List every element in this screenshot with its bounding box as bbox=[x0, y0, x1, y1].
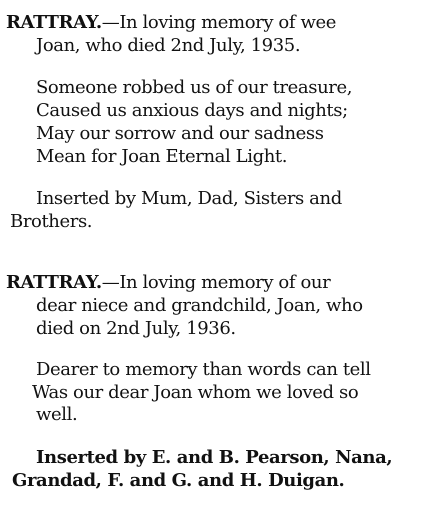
notice-2-opening-line-1: —In loving memory of our bbox=[101, 272, 331, 293]
notice-1-verse-line-1: Someone robbed us of our treasure, bbox=[36, 77, 353, 98]
notice-2-verse-line-1: Dearer to memory than words can tell bbox=[36, 359, 371, 380]
notice-2-opening-line-2: dear niece and grandchild, Joan, who bbox=[36, 295, 363, 316]
notice-1-opening-line-2: Joan, who died 2nd July, 1935. bbox=[36, 35, 301, 56]
notice-1-inserted-by-line-1: Inserted by Mum, Dad, Sisters and bbox=[36, 188, 342, 209]
notice-2-verse-line-3: well. bbox=[36, 404, 78, 425]
notice-1-opening-line-1: —In loving memory of wee bbox=[101, 12, 336, 33]
notice-2-inserted-by-line-1: Inserted by E. and B. Pearson, Nana, bbox=[36, 447, 393, 468]
notice-2-verse-line-2: Was our dear Joan whom we loved so bbox=[32, 382, 359, 403]
notice-2-heading-line bbox=[6, 272, 330, 294]
notice-1-verse-line-4: Mean for Joan Eternal Light. bbox=[36, 146, 288, 167]
notice-1-verse-line-2: Caused us anxious days and nights; bbox=[36, 100, 348, 121]
notice-2-inserted-by-line-2: Grandad, F. and G. and H. Duigan. bbox=[12, 470, 345, 491]
notice-1-surname: RATTRAY. bbox=[6, 12, 102, 33]
notice-1-inserted-by-line-2: Brothers. bbox=[10, 211, 93, 232]
notice-1-verse-line-3: May our sorrow and our sadness bbox=[36, 123, 324, 144]
notice-1-heading-line bbox=[6, 12, 336, 34]
notice-2-opening-line-3: died on 2nd July, 1936. bbox=[36, 318, 236, 339]
notice-2-surname: RATTRAY. bbox=[6, 272, 102, 293]
